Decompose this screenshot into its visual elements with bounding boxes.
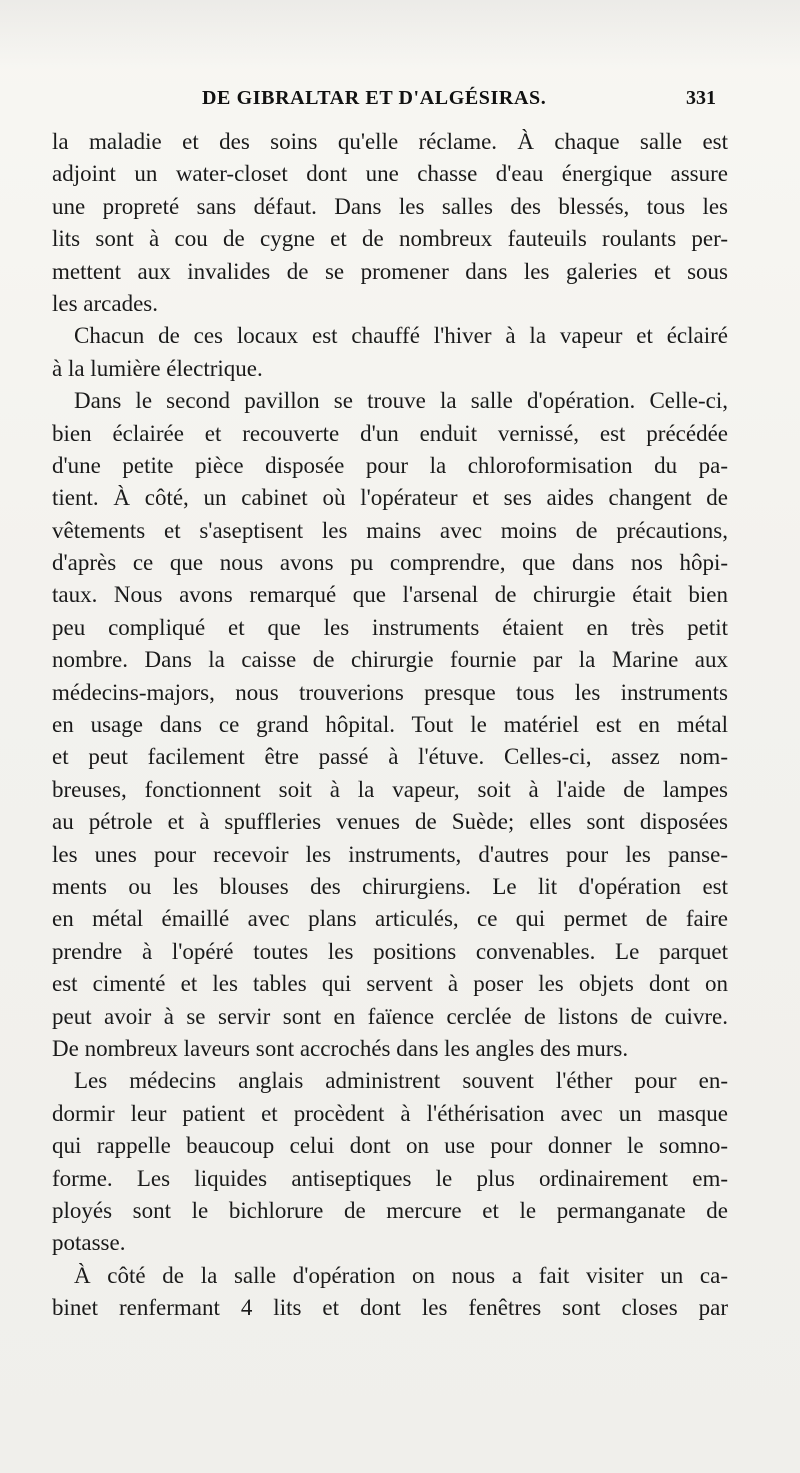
text-line: vêtements et s'aseptisent les mains avec moins de précautions, [52,517,728,543]
text-line: Dans le second pavillon se trouve la salle d'opération. Celle-ci, [74,388,728,414]
page-number: 331 [686,87,716,109]
scan-edge [0,0,800,70]
text-line: bien éclairée et recouverte d'un enduit vernissé, est précédée [52,420,728,446]
running-title: DE GIBRALTAR ET D'ALGÉSIRAS. [202,87,547,109]
text-line: prendre à l'opéré toutes les positions convenables. Le parquet [52,938,728,964]
text-line: ments ou les blouses des chirurgiens. Le lit d'opération est [52,873,728,899]
text-line: De nombreux laveurs sont accrochés dans les angles des murs. [52,1035,629,1061]
text-line: à la lumière électrique. [52,355,263,381]
text-line: forme. Les liquides antiseptiques le plus ordinairement em- [52,1165,728,1191]
text-line: binet renfermant 4 lits et dont les fenêtres sont closes par [52,1295,728,1321]
text-line: lits sont à cou de cygne et de nombreux fauteuils roulants per- [52,226,728,252]
text-line: est cimenté et les tables qui servent à poser les objets dont on [52,971,728,997]
text-line: Chacun de ces locaux est chauffé l'hiver à la vapeur et éclairé [74,323,728,349]
running-head [0,84,800,112]
text-line: peu compliqué et que les instruments étaient en très petit [52,614,728,640]
text-line: médecins-majors, nous trouverions presque tous les instruments [52,679,728,705]
text-line: taux. Nous avons remarqué que l'arsenal de chirurgie était bien [52,582,728,608]
text-line: qui rappelle beaucoup celui dont on use pour donner le somno- [52,1133,728,1159]
text-line: À côté de la salle d'opération on nous a fait visiter un ca- [74,1262,728,1288]
text-line: ployés sont le bichlorure de mercure et le permanganate de [52,1197,728,1223]
text-line: une propreté sans défaut. Dans les salles des blessés, tous les [52,193,728,219]
text-line: nombre. Dans la caisse de chirurgie fournie par la Marine aux [52,647,728,673]
text-line: mettent aux invalides de se promener dans les galeries et sous [52,258,728,284]
text-line: breuses, fonctionnent soit à la vapeur, soit à l'aide de lampes [52,776,728,802]
text-line: dormir leur patient et procèdent à l'éthérisation avec un masque [52,1100,728,1126]
text-line: tient. À côté, un cabinet où l'opérateur et ses aides changent de [52,485,728,511]
text-line: les arcades. [52,290,158,316]
text-line: en usage dans ce grand hôpital. Tout le matériel est en métal [52,712,728,738]
text-line: d'une petite pièce disposée pour la chloroformisation du pa- [52,452,728,478]
text-line: les unes pour recevoir les instruments, d'autres pour les panse- [52,841,728,867]
text-line: Les médecins anglais administrent souvent l'éther pour en- [74,1068,728,1094]
text-line: la maladie et des soins qu'elle réclame. À chaque salle est [52,129,728,154]
text-line: d'après ce que nous avons pu comprendre, que dans nos hôpi- [52,550,728,576]
text-line: et peut facilement être passé à l'étuve. Celles-ci, assez nom- [52,744,728,770]
text-line: peut avoir à se servir sont en faïence cerclée de listons de cuivre. [52,1003,728,1029]
text-line: potasse. [52,1230,126,1256]
text-line: au pétrole et à spuffleries venues de Suède; elles sont disposées [52,809,728,835]
text-line: en métal émaillé avec plans articulés, ce qui permet de faire [52,906,728,932]
body-text [52,126,728,1324]
text-line: adjoint un water-closet dont une chasse d'eau énergique assure [52,161,728,187]
